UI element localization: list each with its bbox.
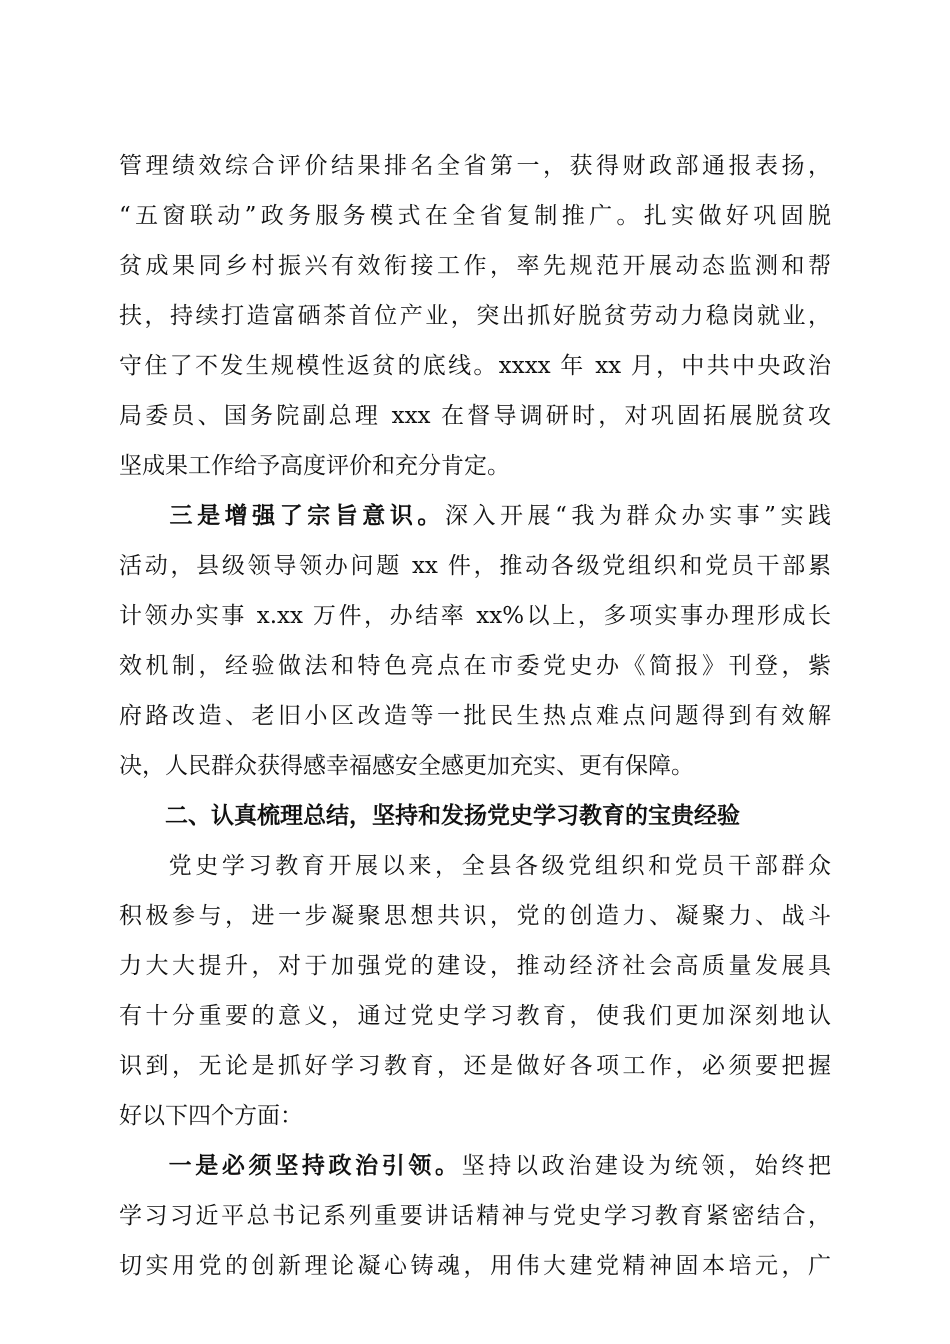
section-heading	[119, 791, 831, 841]
text-line: “五窗联动”政务服务模式在全省复制推广。扎实做好巩固脱	[119, 203, 831, 229]
text-line: 府路改造、老旧小区改造等一批民生热点难点问题得到有效解	[119, 703, 831, 729]
text-line	[119, 791, 831, 841]
text-segment: 坚持以政治建设为统领，始终把	[461, 1153, 832, 1179]
text-line	[119, 491, 831, 541]
paragraph-lead: 一是必须坚持政治引领。	[165, 1153, 462, 1179]
text-line: 坚成果工作给予高度评价和充分肯定。	[119, 453, 510, 479]
text-line: 局委员、国务院副总理 xxx 在督导调研时，对巩固拓展脱贫攻	[119, 403, 831, 429]
text-line: 管理绩效综合评价结果排名全省第一，获得财政部通报表扬，	[119, 153, 831, 179]
paragraph-lead: 三是增强了宗旨意识。	[165, 503, 445, 529]
text-line: 力大大提升，对于加强党的建设，推动经济社会高质量发展具	[119, 953, 831, 979]
text-line: 贫成果同乡村振兴有效衔接工作，率先规范开展动态监测和帮	[119, 253, 831, 279]
document-body	[119, 141, 831, 1291]
text-line: 活动，县级领导领办问题 xx 件，推动各级党组织和党员干部累	[119, 553, 831, 579]
text-line: 守住了不发生规模性返贫的底线。xxxx 年 xx 月，中共中央政治	[119, 353, 831, 379]
text-line	[119, 1141, 831, 1191]
heading-text: 二、认真梳理总结，坚持和发扬党史学习教育的宝贵经验	[165, 803, 740, 829]
text-segment: 党史学习教育开展以来，全县各级党组织和党员干部群众	[165, 853, 831, 879]
text-line: 效机制，经验做法和特色亮点在市委党史办《简报》刊登，紫	[119, 653, 831, 679]
text-line: 计领办实事 x.xx 万件，办结率 xx%以上，多项实事办理形成长	[119, 603, 831, 629]
paragraph-political-leadership	[119, 1141, 831, 1291]
paragraph-party-history-education	[119, 841, 831, 1141]
text-line: 切实用党的创新理论凝心铸魂，用伟大建党精神固本培元，广	[119, 1253, 831, 1279]
text-line: 扶，持续打造富硒茶首位产业，突出抓好脱贫劳动力稳岗就业，	[119, 303, 831, 329]
text-line: 好以下四个方面：	[119, 1103, 303, 1129]
text-line	[119, 841, 831, 891]
paragraph-purpose-awareness	[119, 491, 831, 791]
paragraph-performance	[119, 141, 831, 491]
text-line: 有十分重要的意义，通过党史学习教育，使我们更加深刻地认	[119, 1003, 831, 1029]
text-line: 学习习近平总书记系列重要讲话精神与党史学习教育紧密结合，	[119, 1203, 831, 1229]
text-line: 识到，无论是抓好学习教育，还是做好各项工作，必须要把握	[119, 1053, 831, 1079]
text-segment: 深入开展“我为群众办实事”实践	[444, 503, 831, 529]
text-line: 决，人民群众获得感幸福感安全感更加充实、更有保障。	[119, 753, 694, 779]
text-line: 积极参与，进一步凝聚思想共识，党的创造力、凝聚力、战斗	[119, 903, 831, 929]
